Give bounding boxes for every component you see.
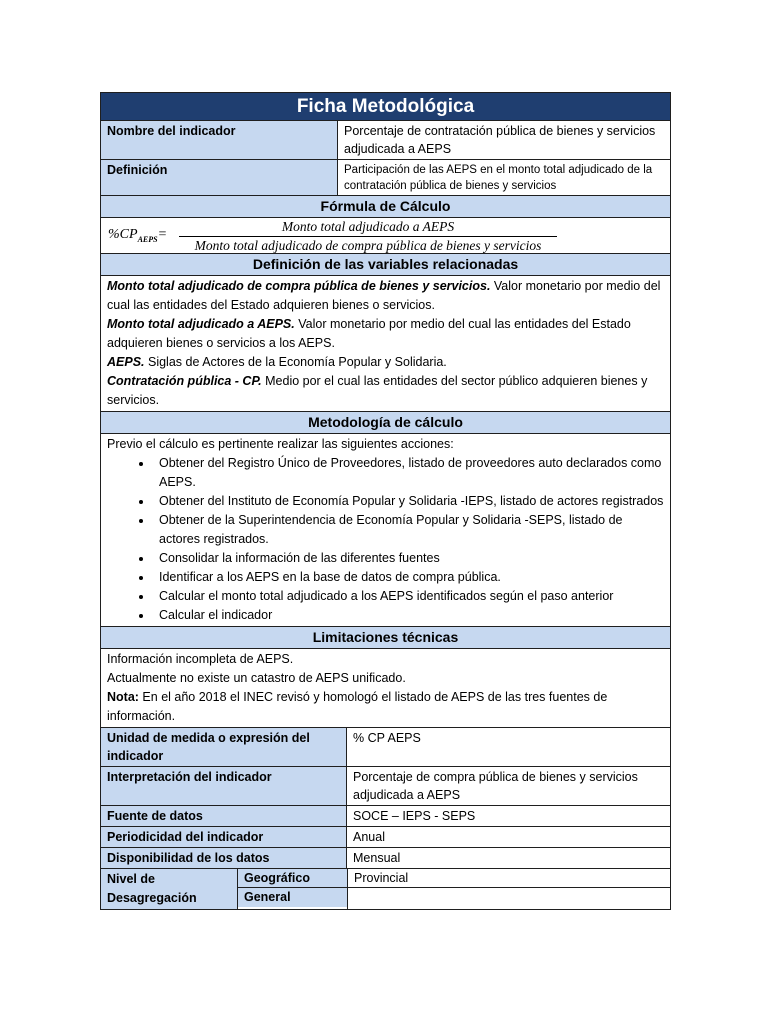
- methodology-step: • Obtener del Instituto de Economía Popular y Solidaria -IEPS, listado de actores registrados: [153, 492, 664, 511]
- disaggregation-row: [101, 869, 670, 909]
- periodicity-label: Periodicidad del indicador: [101, 827, 347, 847]
- geographic-value: Provincial: [348, 869, 670, 888]
- availability-row: [101, 848, 670, 869]
- availability-label: Disponibilidad de los datos: [101, 848, 347, 868]
- variable-item: [107, 372, 664, 410]
- availability-value: Mensual: [353, 851, 401, 865]
- note-label: Nota:: [107, 690, 139, 704]
- variable-term: AEPS.: [107, 355, 145, 369]
- methodology-step: • Obtener del Registro Único de Proveedores, listado de proveedores auto declarados como AEPS.: [153, 454, 664, 492]
- note-text: En el año 2018 el INEC revisó y homologó el listado de AEPS de las tres fuentes de información.: [107, 690, 608, 723]
- interpretation-value: Porcentaje de compra pública de bienes y servicios adjudicada a AEPS: [353, 770, 638, 802]
- indicator-name-label: Nombre del indicador: [101, 121, 338, 159]
- methodology-step: • Calcular el indicador: [153, 606, 664, 625]
- fraction-bar: [179, 236, 557, 237]
- variable-term: Contratación pública - CP.: [107, 374, 262, 388]
- formula-fraction: [179, 219, 557, 254]
- variable-term: Monto total adjudicado de compra pública de bienes y servicios.: [107, 279, 491, 293]
- variable-item: [107, 277, 664, 315]
- variable-desc: Medio por el cual las entidades del sector público adquieren bienes y servicios.: [107, 374, 648, 407]
- limitations-heading: Limitaciones técnicas: [101, 627, 670, 649]
- variable-desc: Valor monetario por medio del cual las entidades del Estado adquieren bienes o servicios.: [107, 279, 661, 312]
- indicator-name-value: Porcentaje de contratación pública de bienes y servicios adjudicada a AEPS: [344, 124, 656, 156]
- limitation-line: Actualmente no existe un catastro de AEPS unificado.: [107, 671, 406, 685]
- indicator-name-row: [101, 121, 670, 160]
- formula-denominator: Monto total adjudicado de compra pública de bienes y servicios: [194, 238, 542, 253]
- limitation-note: [107, 688, 664, 726]
- methodology-heading: Metodología de cálculo: [101, 412, 670, 434]
- variable-term: Monto total adjudicado a AEPS.: [107, 317, 295, 331]
- formula-lhs-sub: AEPS: [137, 234, 158, 244]
- general-value: [348, 888, 670, 907]
- formula-lhs-prefix: %CP: [108, 227, 138, 242]
- sheet-title: Ficha Metodológica: [101, 93, 670, 121]
- variable-item: [107, 315, 664, 353]
- methodology-step: • Obtener de la Superintendencia de Economía Popular y Solidaria -SEPS, listado de actores registrados.: [153, 511, 664, 549]
- formula-numerator: Monto total adjudicado a AEPS: [281, 219, 455, 234]
- variable-desc: Valor monetario por medio del cual las entidades del Estado adquieren bienes o servicios a los AEPS.: [107, 317, 631, 350]
- interpretation-row: [101, 767, 670, 806]
- source-value: SOCE – IEPS - SEPS: [353, 809, 476, 823]
- formula-lhs: [108, 227, 167, 244]
- limitation-line: Información incompleta de AEPS.: [107, 652, 294, 666]
- definition-row: [101, 160, 670, 196]
- unit-row: [101, 728, 670, 767]
- variables-definitions: [101, 276, 670, 412]
- interpretation-label: Interpretación del indicador: [101, 767, 347, 805]
- unit-label: Unidad de medida o expresión del indicador: [101, 728, 347, 766]
- methodology-body: [101, 434, 670, 627]
- geographic-label: Geográfico: [238, 869, 347, 888]
- definition-label: Definición: [101, 160, 338, 195]
- source-label: Fuente de datos: [101, 806, 347, 826]
- general-label: General: [238, 888, 347, 907]
- variable-item: [107, 353, 664, 372]
- disaggregation-label: Nivel de Desagregación: [101, 869, 238, 909]
- periodicity-row: [101, 827, 670, 848]
- methodology-step: • Calcular el monto total adjudicado a los AEPS identificados según el paso anterior: [153, 587, 664, 606]
- definition-value: Participación de las AEPS en el monto total adjudicado de la contratación pública de bienes y servicios: [344, 164, 653, 192]
- unit-value: % CP AEPS: [353, 731, 421, 745]
- source-row: [101, 806, 670, 827]
- formula-equals: =: [157, 227, 168, 242]
- variable-desc: Siglas de Actores de la Economía Popular y Solidaria.: [144, 355, 447, 369]
- formula: [101, 218, 670, 254]
- methodology-sheet: [100, 92, 671, 910]
- variables-heading: Definición de las variables relacionadas: [101, 254, 670, 276]
- disaggregation-values: [348, 869, 670, 909]
- disaggregation-sublabels: [238, 869, 348, 909]
- methodology-step: • Consolidar la información de las diferentes fuentes: [153, 549, 664, 568]
- methodology-step: • Identificar a los AEPS en la base de datos de compra pública.: [153, 568, 664, 587]
- methodology-steps: [107, 454, 664, 625]
- limitations-body: [101, 649, 670, 728]
- formula-heading: Fórmula de Cálculo: [101, 196, 670, 218]
- methodology-intro: Previo el cálculo es pertinente realizar las siguientes acciones:: [107, 437, 454, 451]
- periodicity-value: Anual: [353, 830, 385, 844]
